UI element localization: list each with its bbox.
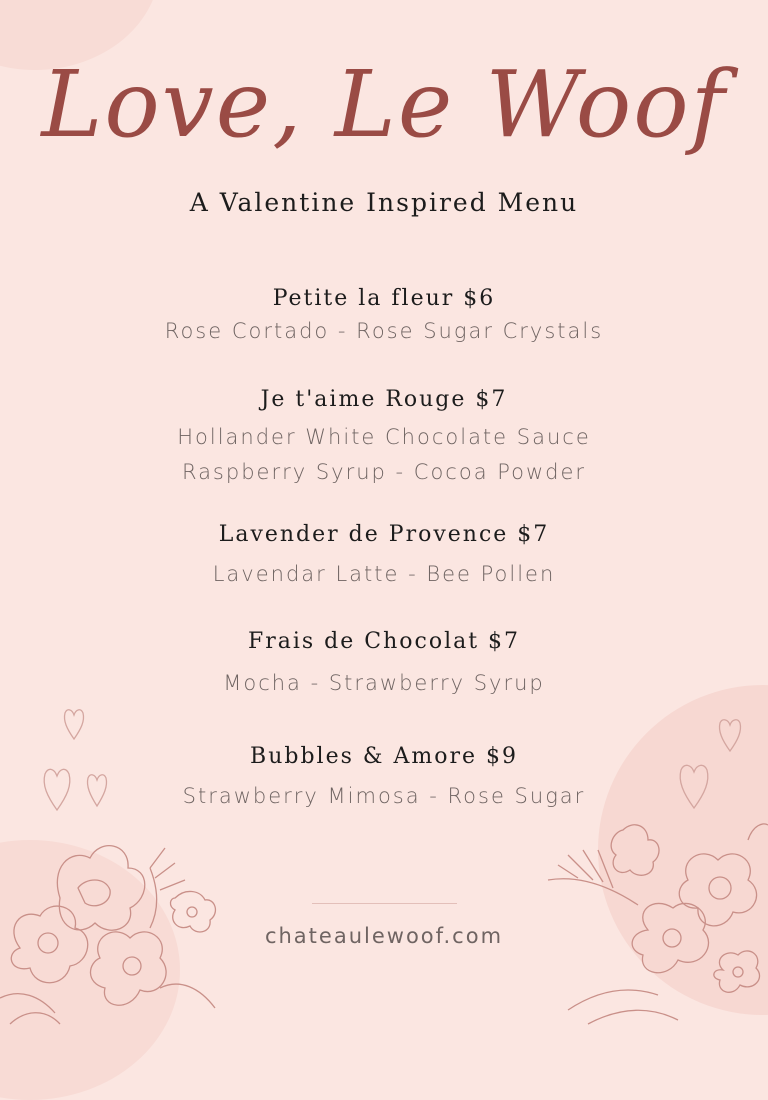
website-link[interactable]: chateaulewoof.com <box>264 924 504 948</box>
menu-item-name: Bubbles & Amore $9 <box>250 744 518 769</box>
menu-item-name: Frais de Chocolat $7 <box>247 629 521 654</box>
menu-item-description: Hollander White Chocolate Sauce <box>177 425 591 449</box>
footer-divider <box>312 903 457 904</box>
heart-outline-icon <box>678 762 710 810</box>
menu-subtitle: A Valentine Inspired Menu <box>189 188 579 217</box>
menu-item-description: Rose Cortado - Rose Sugar Crystals <box>164 319 604 343</box>
menu-item-name: Je t'aime Rouge $7 <box>260 387 508 412</box>
menu-item-name: Petite la fleur $6 <box>272 286 496 311</box>
menu-item-description: Raspberry Syrup - Cocoa Powder <box>181 460 587 484</box>
heart-outline-icon <box>63 707 85 741</box>
menu-item-name: Lavender de Provence $7 <box>218 522 550 547</box>
flower-line-art-icon <box>0 828 230 1024</box>
heart-outline-icon <box>42 766 72 812</box>
menu-item-description: Mocha - Strawberry Syrup <box>223 671 545 695</box>
flower-line-art-icon <box>548 820 768 1024</box>
menu-item-description: Lavendar Latte - Bee Pollen <box>212 562 556 586</box>
heart-outline-icon <box>718 717 742 753</box>
menu-item-description: Strawberry Mimosa - Rose Sugar <box>182 784 586 808</box>
heart-outline-icon <box>86 772 108 808</box>
menu-title: Love, Le Woof <box>41 51 727 158</box>
